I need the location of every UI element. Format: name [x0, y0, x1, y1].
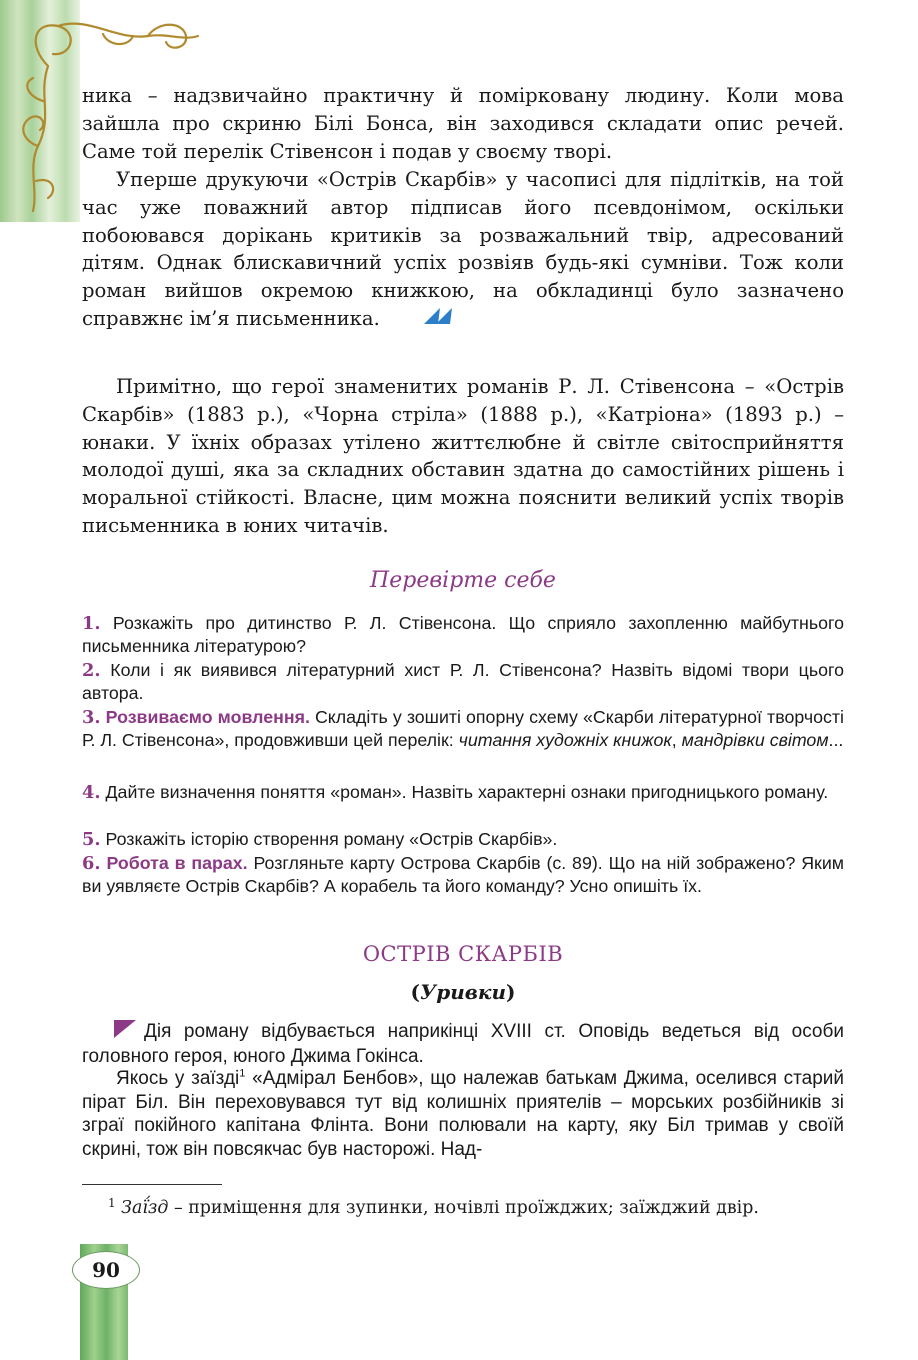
footnote-text: – приміщення для зупинки, ночівлі проїжджих; заїжджий двір.: [168, 1198, 759, 1218]
task-text: Дайте визначення поняття «роман». Назвіть характерні ознаки пригодницького роману.: [100, 782, 829, 802]
task-number: 1.: [82, 613, 101, 634]
task-4: [82, 781, 844, 804]
task-1: [82, 612, 844, 659]
task-number: 4.: [82, 782, 101, 803]
task-2: [82, 659, 844, 706]
task-label: Розвиваємо мовлення.: [105, 707, 310, 727]
page-number: 90: [72, 1251, 140, 1289]
task-number: 5.: [82, 829, 101, 850]
intro-paragraph-1: ника – надзвичайно практичну й помірковану людину. Коли мова зайшла про скриню Білі Бонса, він заходився складати опис речей. Саме той перелік Стівенсон і подав у своєму творі.: [82, 84, 844, 163]
footnote-divider: [82, 1184, 222, 1185]
task-label: Робота в парах.: [106, 853, 248, 873]
footnote-ref: 1: [239, 1067, 246, 1080]
task-example-1: читання художніх книжок: [458, 730, 672, 751]
footnote: [82, 1190, 844, 1221]
subtitle-text: Уривки: [420, 980, 506, 1004]
footnote-term: Заї́зд: [121, 1198, 169, 1218]
footnote-mark: 1: [108, 1196, 116, 1210]
intro-paragraph-3: Примітно, що герої знаменитих романів Р. Л. Стівенсона – «Острів Скарбів» (1883 р.), «Чорна стріла» (1888 р.), «Катріона» (1893 р.) – юнаки. У їхніх образах утілено життєлюбне й світле світосприйняття молодої душі, яка за складних обставин здатна до самостійних рішень і моральної стійкості. Власне, цим можна пояснити великий успіх творів письменника в юних читачів.: [82, 375, 844, 537]
intro-paragraph-2: [82, 166, 844, 333]
task-number: 3.: [82, 707, 101, 728]
task-text: Складіть у зошиті опорну схему «Скарби літературної творчості Р. Л. Стівенсона», продовживши цей перелік:: [82, 707, 844, 751]
end-mark-icon: [390, 306, 454, 334]
intro-paragraph-2-text: Уперше друкуючи «Острів Скарбів» у часописі для підлітків, на той час уже поважний автор підписав його псевдонімом, оскільки побоювався дорікань критиків за розважальний твір, адресований дітям. Однак блискавичний успіх розвіяв будь-які сумніви. Тож коли роман вийшов окремою книжкою, на обкладинці було зазначено справжнє ім’я письменника.: [82, 168, 844, 330]
story-text-before: Якось у заїзді: [116, 1068, 240, 1089]
task-text: Розгляньте карту Острова Скарбів (с. 89). Що на ній зображено? Яким ви уявляєте Острів Скарбів? А корабель та його команду? Усно опишіть їх.: [82, 853, 844, 897]
story-paragraph-1-text: Дія роману відбувається наприкінці XVIII ст. Оповідь ведеться від особи головного героя, юного Джима Гокінса.: [82, 1021, 844, 1067]
task-text: Коли і як виявився літературний хист Р. Л. Стівенсона? Назвіть відомі твори цього автора.: [82, 660, 844, 704]
task-text: Розкажіть історію створення роману «Острів Скарбів».: [100, 829, 558, 849]
story-paragraph-1: [82, 1020, 844, 1068]
task-5: [82, 828, 844, 851]
task-example-2: мандрівки світом: [681, 730, 829, 751]
task-number: 6.: [82, 853, 101, 874]
subtitle-open-paren: (: [410, 980, 421, 1004]
subtitle-close-paren: ): [505, 980, 516, 1004]
story-paragraph-2: [82, 1067, 844, 1161]
section-title: ОСТРІВ СКАРБІВ: [362, 942, 564, 966]
section-subtitle: [82, 980, 844, 1004]
task-6: [82, 852, 844, 899]
task-ellipsis: ...: [828, 730, 844, 751]
task-separator: ,: [671, 730, 682, 751]
triangle-marker-icon: [114, 1020, 136, 1045]
task-3: [82, 706, 844, 753]
task-number: 2.: [82, 660, 101, 681]
task-text: Розкажіть про дитинство Р. Л. Стівенсона. Що сприяло захопленню майбутнього письменника літературою?: [82, 613, 844, 657]
story-text-after: «Адмірал Бенбов», що належав батькам Джима, оселився старий пірат Біл. Він переховувався тут від колишніх приятелів – морських розбійників зі зграї покійного капітана Флінта. Вони полювали на карту, яку Біл тримав у своїй скрині, тож він повсякчас був насторожі. Над-: [82, 1068, 844, 1160]
check-yourself-heading: Перевірте себе: [370, 568, 556, 593]
